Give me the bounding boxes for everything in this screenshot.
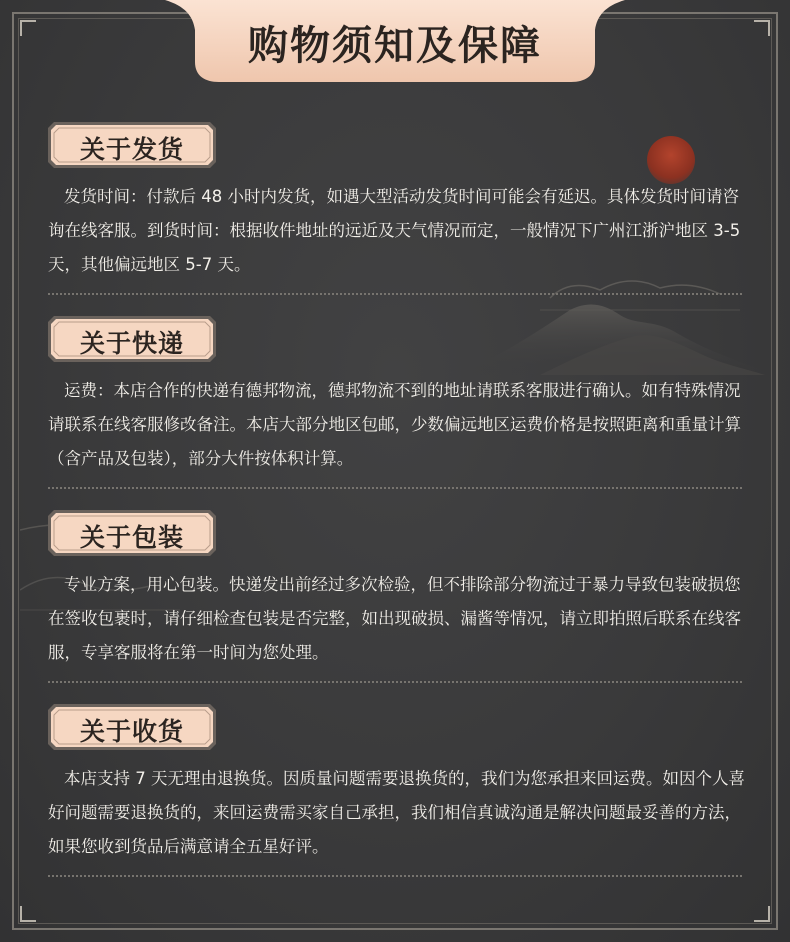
section-body: 本店支持 7 天无理由退换货。因质量问题需要退换货的，我们为您承担来回运费。如因个人喜好问题需要退换货的，来回运费需买家自己承担，我们相信真诚沟通是解决问题最妥善的方法，如果您收到货品后满意请全五星好评。: [48, 769, 745, 856]
frame-corner: [754, 20, 770, 36]
frame-corner: [20, 20, 36, 36]
section-heading: 关于发货: [79, 135, 184, 164]
section-body: 发货时间：付款后 48 小时内发货，如遇大型活动发货时间可能会有延迟。具体发货时间请咨询在线客服。到货时间：根据收件地址的远近及天气情况而定，一般情况下广州江浙沪地区 3-5 天，其他偏远地区 5-7 天。: [48, 187, 746, 274]
section-badge: [48, 316, 216, 362]
frame-corner: [20, 906, 36, 922]
section-divider: [48, 681, 742, 683]
section-courier: [48, 316, 748, 476]
page-title: 购物须知及保障: [248, 22, 542, 69]
frame-corner: [754, 906, 770, 922]
title-banner: [165, 0, 625, 86]
section-badge: [48, 122, 216, 168]
section-packaging: [48, 510, 748, 670]
section-badge: [48, 510, 216, 556]
section-body: 专业方案，用心包装。快递发出前经过多次检验，但不排除部分物流过于暴力导致包装破损您在签收包裹时，请仔细检查包装是否完整，如出现破损、漏酱等情况，请立即拍照后联系在线客服，专享客服将在第一时间为您处理。: [48, 575, 741, 662]
section-heading: 关于快递: [79, 329, 184, 358]
section-shipping: [48, 122, 748, 282]
section-divider: [48, 875, 742, 877]
section-heading: 关于收货: [79, 717, 184, 746]
section-divider: [48, 487, 742, 489]
section-divider: [48, 293, 742, 295]
section-body: 运费：本店合作的快递有德邦物流，德邦物流不到的地址请联系客服进行确认。如有特殊情况请联系在线客服修改备注。本店大部分地区包邮，少数偏远地区运费价格是按照距离和重量计算（含产品及包装），部分大件按体积计算。: [48, 381, 741, 468]
section-receiving: [48, 704, 748, 864]
section-badge: [48, 704, 216, 750]
section-heading: 关于包装: [79, 523, 184, 552]
